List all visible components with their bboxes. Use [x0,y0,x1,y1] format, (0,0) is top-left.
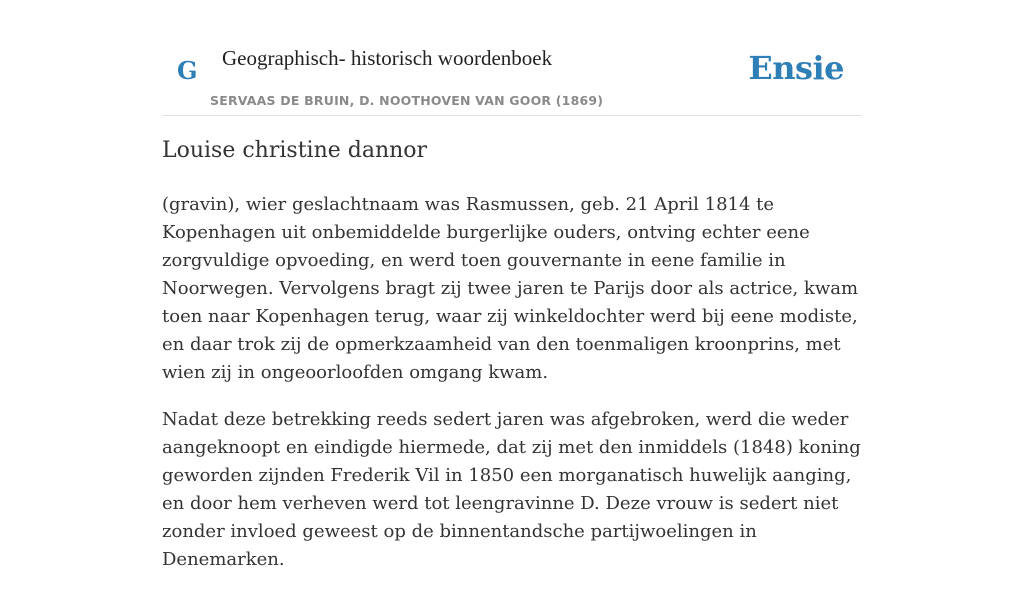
book-initial-icon[interactable]: G [177,56,198,85]
entry-paragraph: (gravin), wier geslachtnaam was Rasmussen, geb. 21 April 1814 te Kopenhagen uit onbemiddelde burgerlijke ouders, ontving echter eene zorgvuldige opvoeding, en werd toen gouvernante in eene familie in Noorwegen. Vervolgens bragt zij twee jaren te Parijs door als actrice, kwam toen naar Kopenhagen terug, waar zij winkeldochter werd bij eene modiste, en daar trok zij de opmerkzaamheid van den toenmaligen kroonprins, met wien zij in ongeoorloofden omgang kwam. [162,194,859,383]
book-title-link[interactable]: Geographisch- historisch woordenboek [222,46,553,70]
book-author: SERVAAS DE BRUIN, D. NOOTHOVEN VAN GOOR (1869) [210,93,604,108]
entry-title: Louise christine dannor [162,138,428,163]
entry-body [162,191,867,593]
entry-paragraph: Nadat deze betrekking reeds sedert jaren was afgebroken, werd die weder aangeknoopt en eindigde hiermede, dat zij met den inmiddels (1848) koning geworden zijnden Frederik Vil in 1850 een morganatisch huwelijk aanging, en door hem verheven werd tot leengravinne D. Deze vrouw is sedert niet zonder invloed geweest op de binnentandsche partijwoelingen in Denemarken. [162,409,861,570]
ensie-logo-link[interactable]: Ensie [748,49,844,87]
book-header [162,30,862,116]
